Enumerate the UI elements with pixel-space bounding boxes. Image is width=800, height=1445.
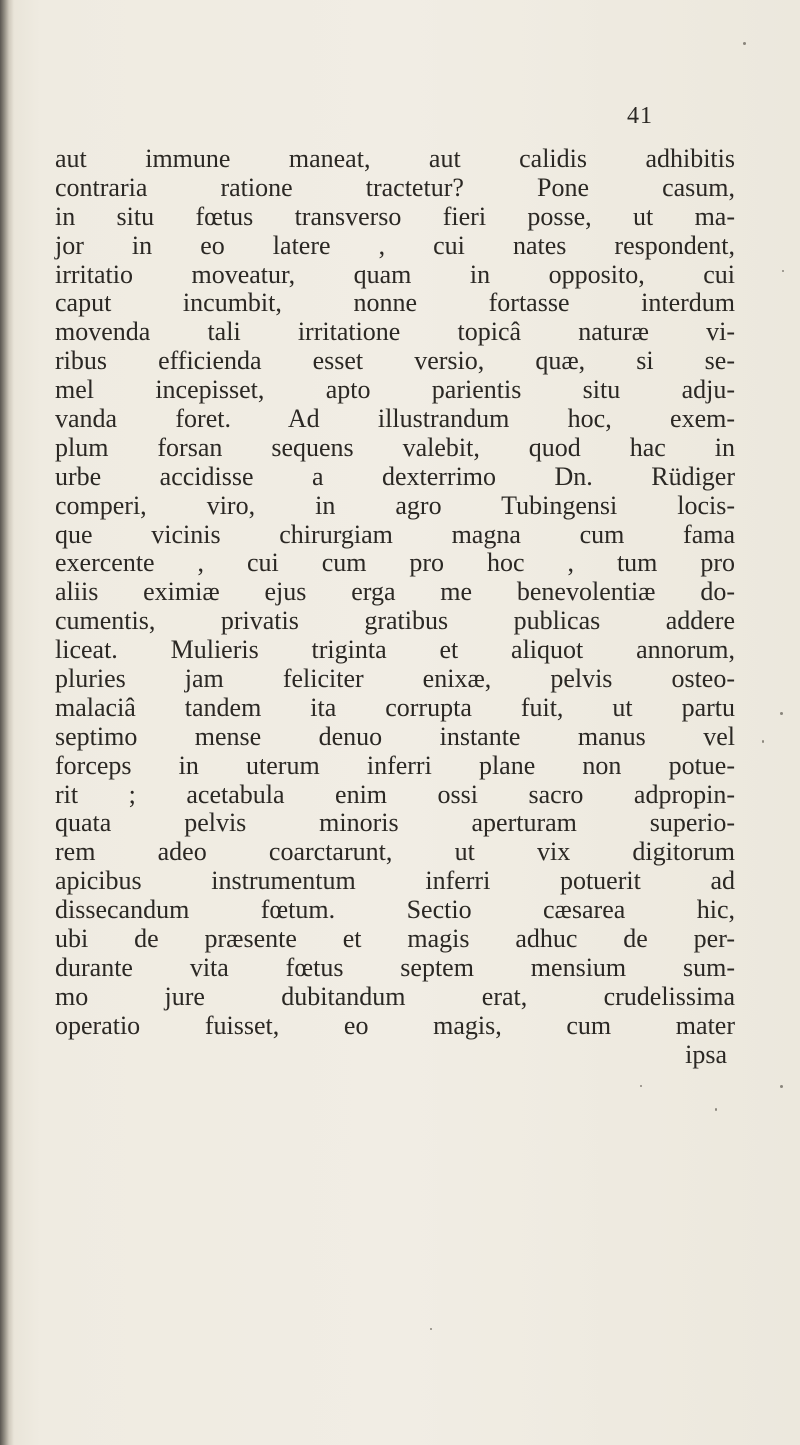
text-line: forceps in uterum inferri plane non potue-: [55, 750, 735, 780]
text-line: movenda tali irritatione topicâ naturæ vi-: [55, 317, 735, 347]
text-line: septimo mense denuo instante manus vel: [55, 721, 735, 751]
text-line: ribus efficienda esset versio, quæ, si se-: [55, 346, 735, 376]
text-line: caput incumbit, nonne fortasse interdum: [55, 288, 735, 318]
text-line: que vicinis chirurgiam magna cum fama: [55, 519, 735, 549]
body-text: [55, 145, 735, 1070]
text-line: mel incepisset, apto parientis situ adju-: [55, 375, 735, 405]
paper-speck: [430, 1328, 432, 1330]
text-line: durante vita fœtus septem mensium sum-: [55, 952, 735, 982]
paper-speck: [782, 270, 784, 272]
text-line: urbe accidisse a dexterrimo Dn. Rüdiger: [55, 461, 735, 491]
paper-speck: [780, 1085, 783, 1088]
paper-speck: [762, 740, 764, 743]
text-line: operatio fuisset, eo magis, cum mater: [55, 1010, 735, 1040]
text-line: in situ fœtus transverso fieri posse, ut ma-: [55, 201, 735, 231]
text-line: plum forsan sequens valebit, quod hac in: [55, 432, 735, 462]
text-line: aut immune maneat, aut calidis adhibitis: [55, 144, 735, 173]
text-line: irritatio moveatur, quam in opposito, cui: [55, 259, 735, 289]
text-line: jor in eo latere , cui nates respondent,: [55, 230, 735, 260]
text-line: malaciâ tandem ita corrupta fuit, ut partu: [55, 692, 735, 722]
paper-speck: [640, 1085, 642, 1087]
text-line: aliis eximiæ ejus erga me benevolentiæ do-: [55, 577, 735, 607]
text-line: ubi de præsente et magis adhuc de per-: [55, 924, 735, 954]
page-number: 41: [627, 103, 653, 129]
text-line: pluries jam feliciter enixæ, pelvis osteo-: [55, 664, 735, 694]
paper-speck: [780, 712, 783, 715]
text-line: contraria ratione tractetur? Pone casum,: [55, 172, 735, 202]
paper-speck: [743, 42, 746, 45]
paper-speck: [715, 1108, 717, 1111]
text-line: dissecandum fœtum. Sectio cæsarea hic,: [55, 895, 735, 925]
text-line: liceat. Mulieris triginta et aliquot annorum,: [55, 635, 735, 665]
text-line: apicibus instrumentum inferri potuerit ad: [55, 866, 735, 896]
text-line: cumentis, privatis gratibus publicas addere: [55, 606, 735, 636]
text-line: quata pelvis minoris aperturam superio-: [55, 808, 735, 838]
text-line: vanda foret. Ad illustrandum hoc, exem-: [55, 404, 735, 434]
catchword: ipsa: [685, 1039, 727, 1069]
text-line: comperi, viro, in agro Tubingensi locis-: [55, 490, 735, 520]
page-binding-edge: [0, 0, 14, 1445]
text-line: rit ; acetabula enim ossi sacro adpropin-: [55, 779, 735, 809]
text-line: mo jure dubitandum erat, crudelissima: [55, 981, 735, 1011]
text-line: rem adeo coarctarunt, ut vix digitorum: [55, 837, 735, 867]
text-line: exercente , cui cum pro hoc , tum pro: [55, 548, 735, 578]
